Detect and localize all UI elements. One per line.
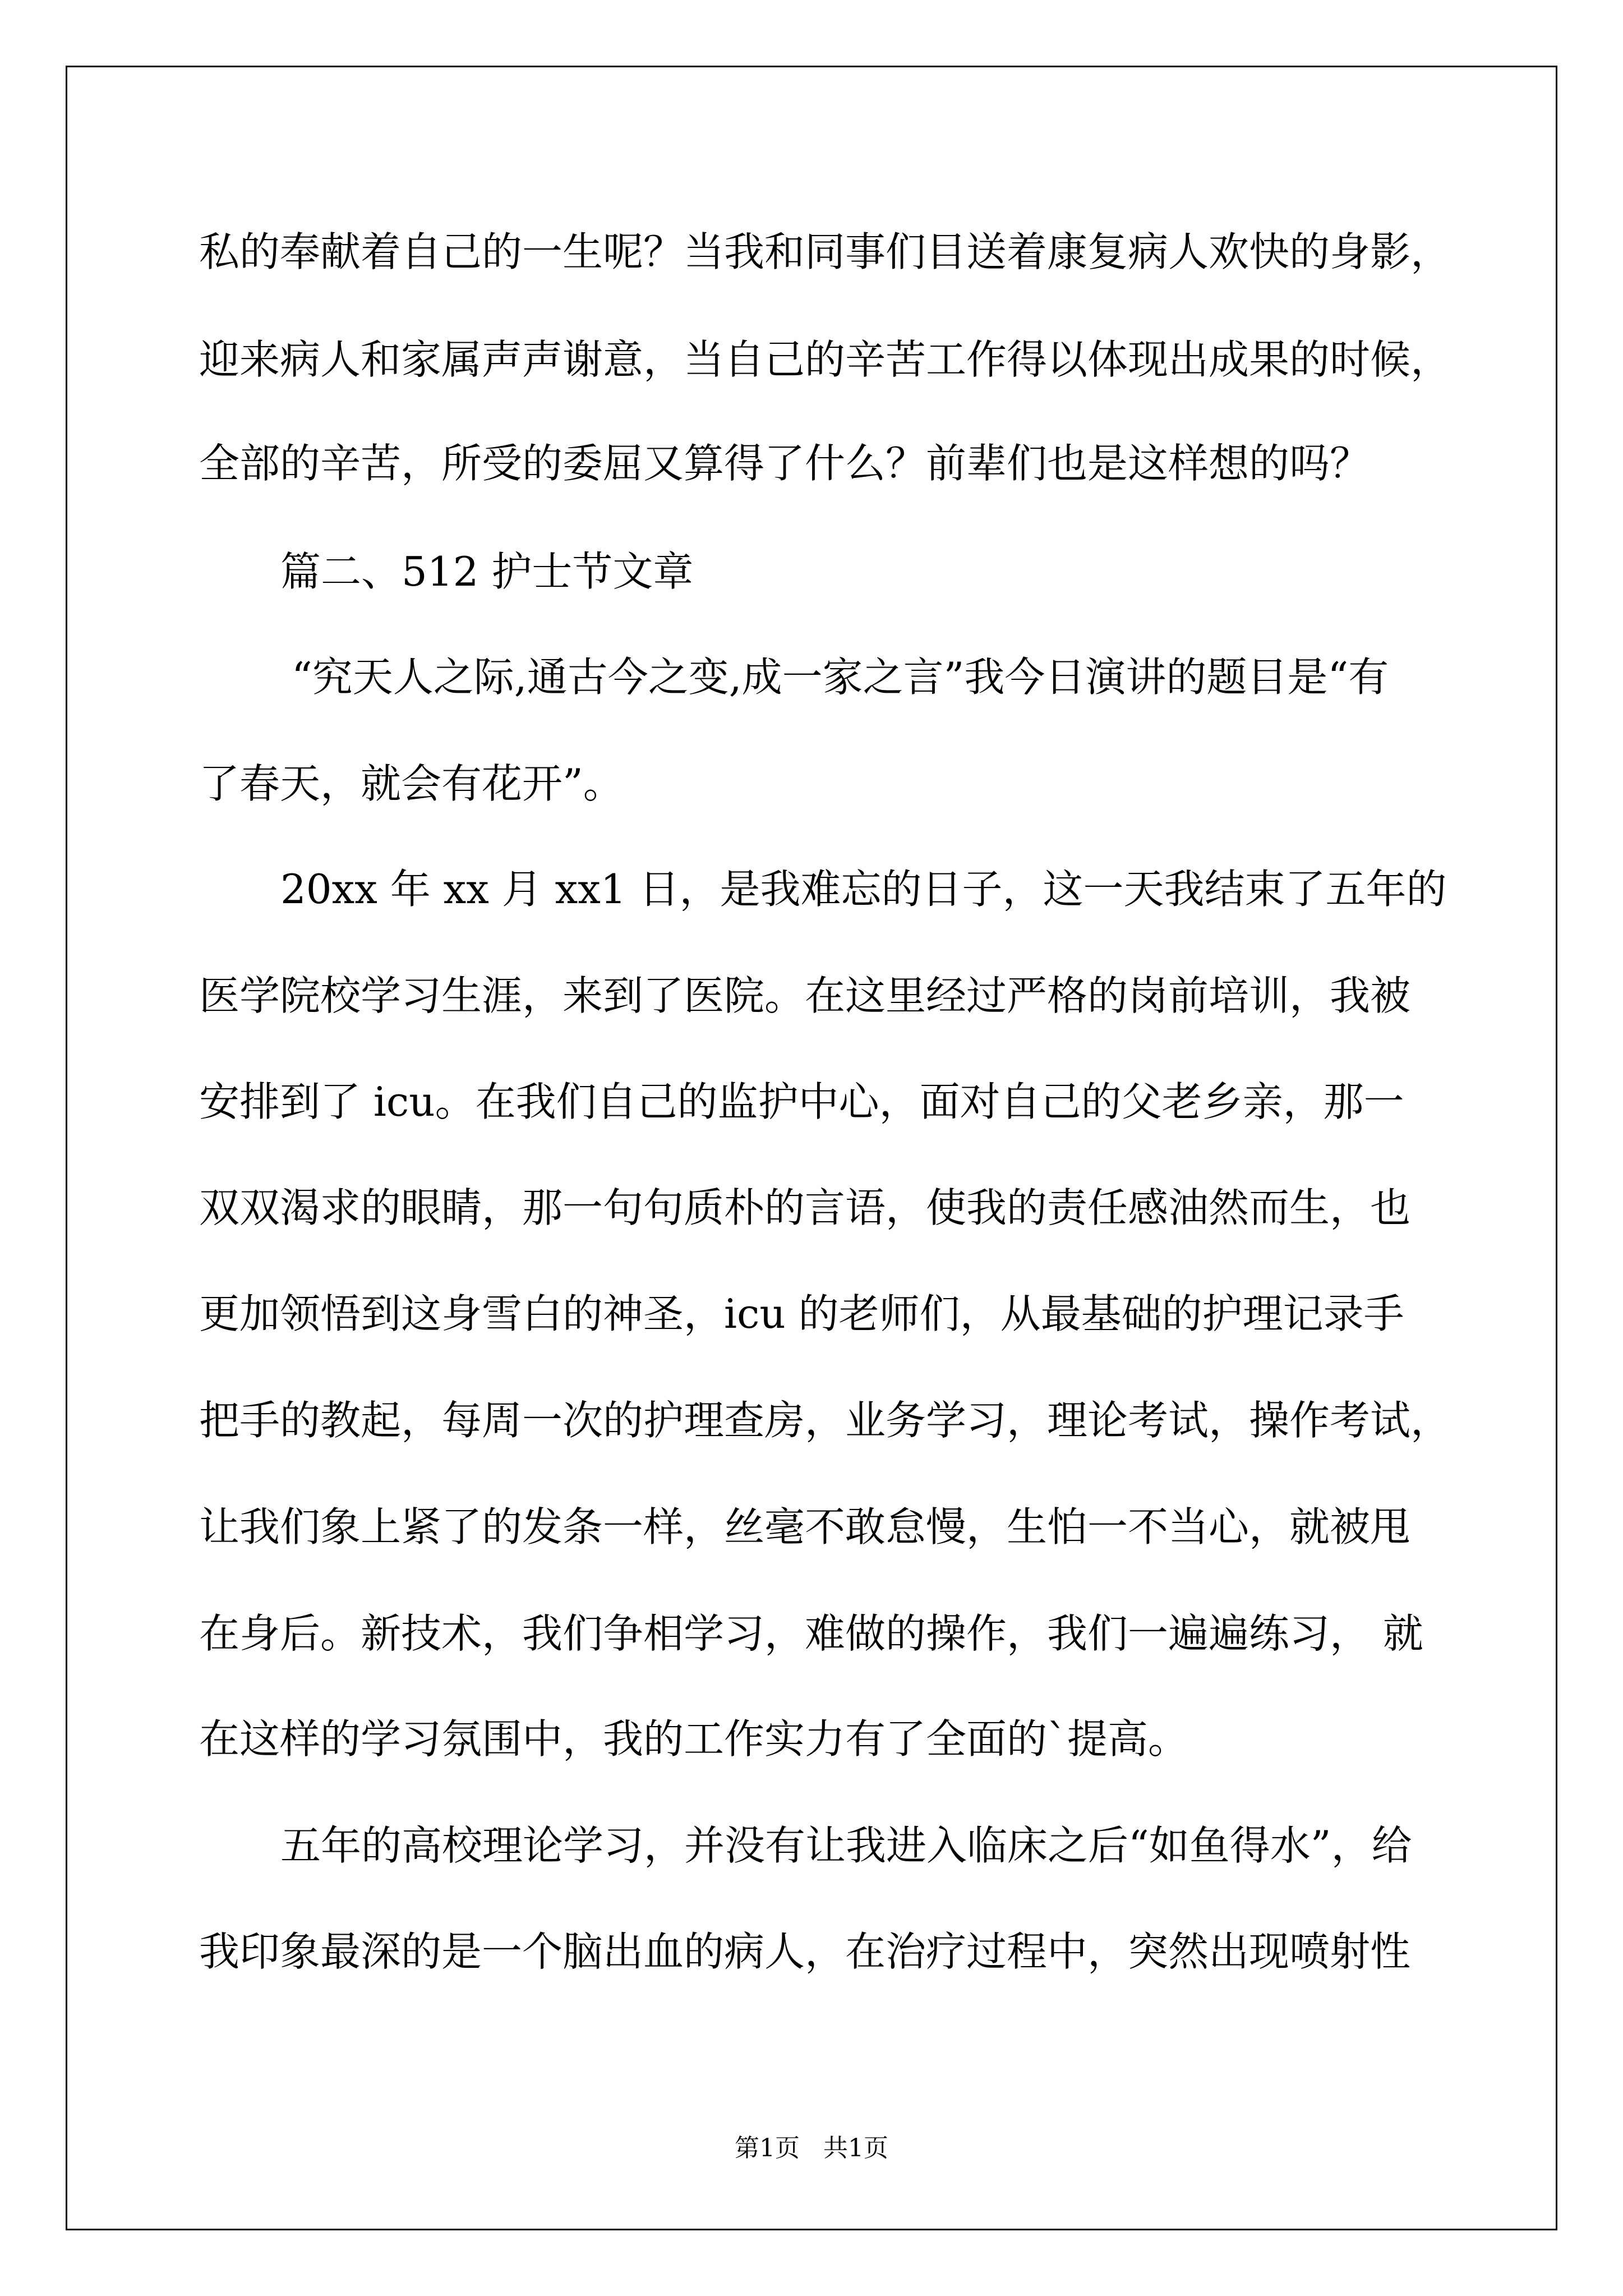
text-line: 安排到了 icu。在我们自己的监护中心，面对自己的父老乡亲，那一 [199, 1078, 1404, 1125]
text-line: 在身后。新技术，我们争相学习，难做的操作，我们一遍遍练习， 就 [199, 1610, 1423, 1657]
text-line: 私的奉献着自己的一生呢？当我和同事们目送着康复病人欢快的身影， [199, 228, 1451, 275]
text-line: 迎来病人和家属声声谢意，当自己的辛苦工作得以体现出成果的时候， [199, 336, 1451, 383]
section-heading: 篇二、512 护士节文章 [280, 548, 694, 595]
text-line: “究天人之际,通古今之变,成一家之言”我今日演讲的题目是“有 [292, 654, 1389, 701]
page-border [66, 66, 1557, 2230]
text-line: 让我们象上紧了的发条一样，丝毫不敢怠慢，生怕一不当心，就被甩 [199, 1503, 1411, 1550]
text-line: 五年的高校理论学习，并没有让我进入临床之后“如鱼得水”，给 [280, 1822, 1412, 1869]
text-line: 全部的辛苦，所受的委屈又算得了什么？前辈们也是这样想的吗？ [199, 440, 1371, 487]
text-line: 20xx 年 xx 月 xx1 日，是我难忘的日子，这一天我结束了五年的 [280, 866, 1447, 913]
text-line: 在这样的学习氛围中，我的工作实力有了全面的`提高。 [199, 1715, 1189, 1763]
text-line: 更加领悟到这身雪白的神圣，icu 的老师们，从最基础的护理记录手 [199, 1290, 1404, 1337]
text-line: 双双渴求的眼睛，那一句句质朴的言语，使我的责任感油然而生，也 [199, 1184, 1411, 1231]
text-line: 我印象最深的是一个脑出血的病人，在治疗过程中，突然出现喷射性 [199, 1928, 1411, 1975]
text-line: 医学院校学习生涯，来到了医院。在这里经过严格的岗前培训，我被 [199, 972, 1411, 1019]
text-line: 了春天，就会有花开”。 [199, 760, 624, 807]
page-footer: 第1页 共1页 [735, 2134, 888, 2162]
text-line: 把手的教起，每周一次的护理查房，业务学习，理论考试，操作考试， [199, 1397, 1451, 1444]
